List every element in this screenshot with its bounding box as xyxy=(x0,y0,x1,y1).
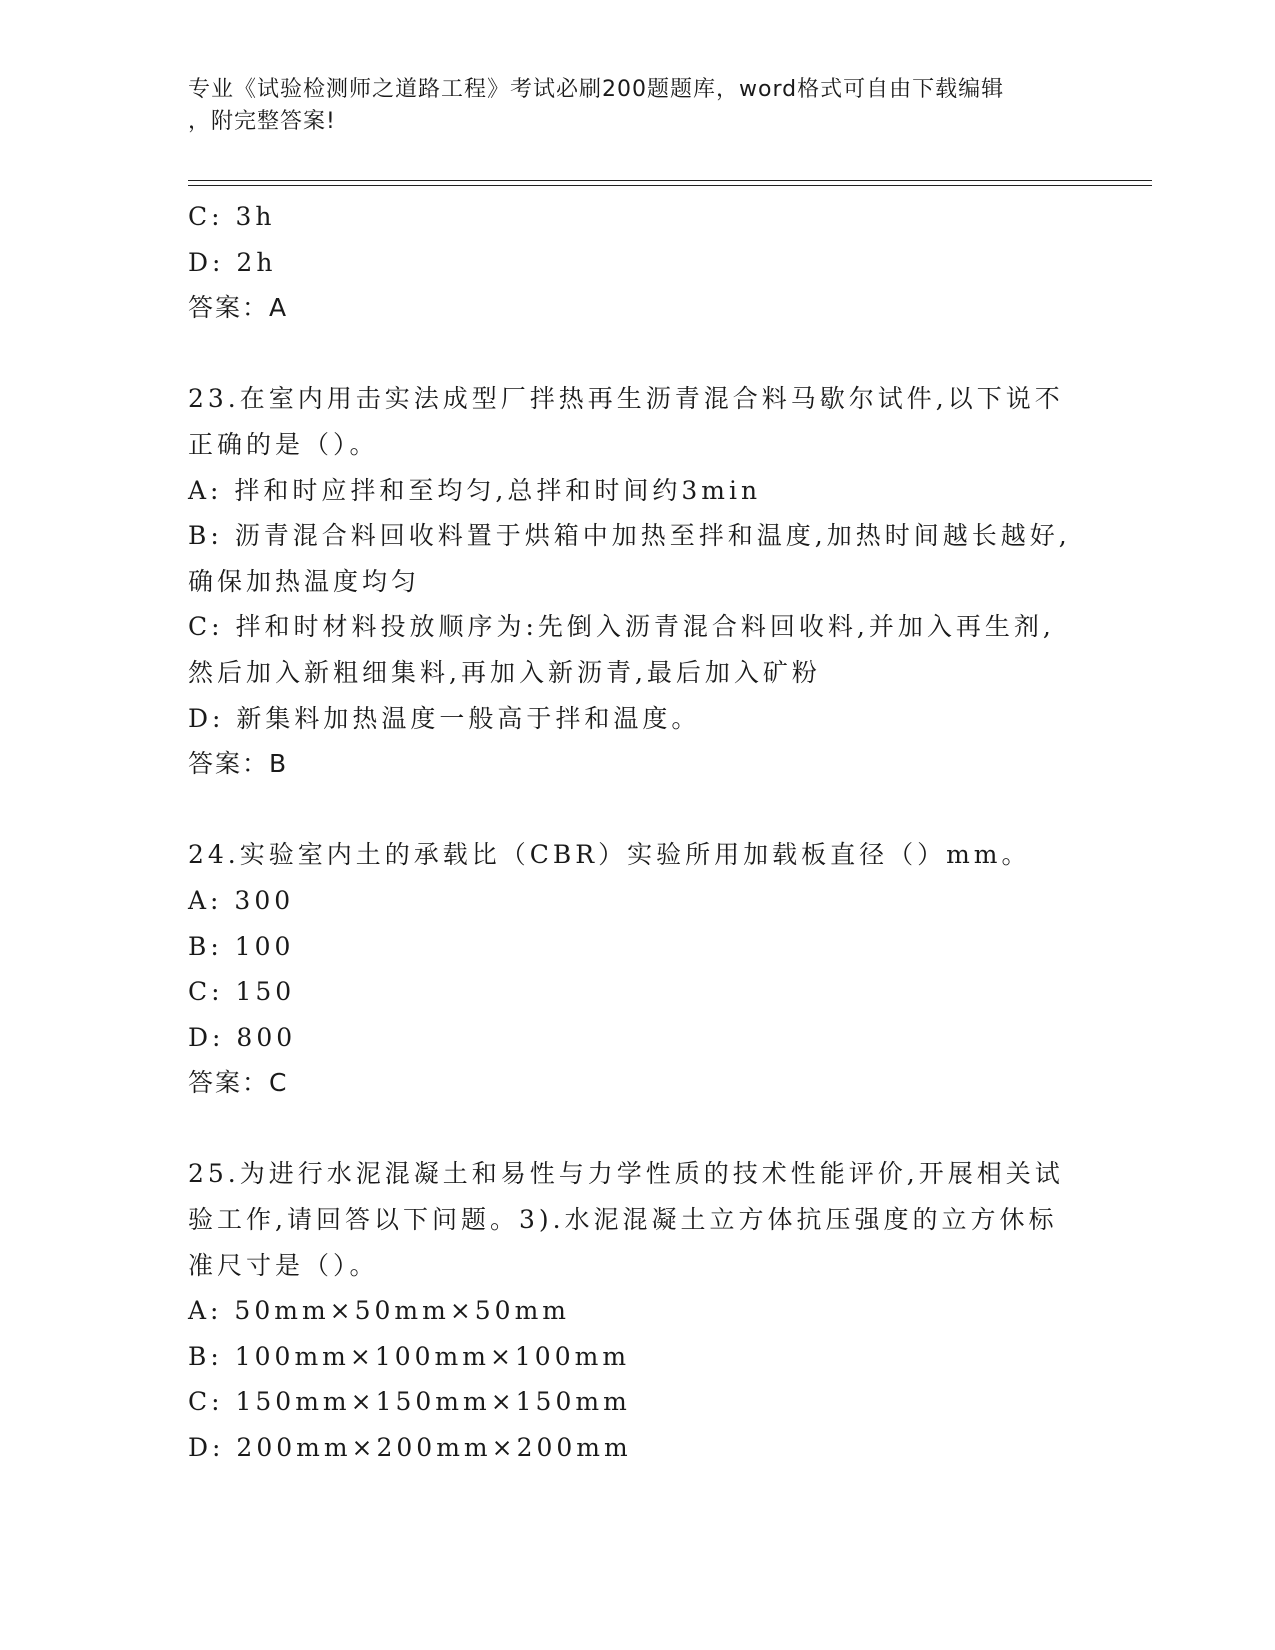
question-22 xyxy=(188,194,1108,331)
q25-stem-line-1: 25.为进行水泥混凝土和易性与力学性质的技术性能评价,开展相关试 xyxy=(188,1159,1064,1189)
question-list xyxy=(188,194,1108,1471)
q24-option-c: C: 150 xyxy=(188,977,296,1007)
q23-option-c-line-1: C: 拌和时材料投放顺序为:先倒入沥青混合料回收料,并加入再生剂, xyxy=(188,612,1055,642)
q24-stem: 24.实验室内土的承载比（CBR）实验所用加载板直径（）mm。 xyxy=(188,840,1031,870)
q25-option-a: A: 50mm×50mm×50mm xyxy=(188,1296,570,1326)
q25-option-b: B: 100mm×100mm×100mm xyxy=(188,1341,631,1371)
q23-option-d: D: 新集料加热温度一般高于拌和温度。 xyxy=(188,703,701,733)
spacer xyxy=(188,331,1108,377)
spacer xyxy=(188,787,1108,833)
question-25 xyxy=(188,1151,1108,1470)
question-24 xyxy=(188,832,1108,1106)
q24-answer: 答案：C xyxy=(188,1068,289,1098)
q23-stem-line-2: 正确的是（）。 xyxy=(188,429,379,459)
q25-stem-line-3: 准尺寸是（）。 xyxy=(188,1250,379,1280)
header-divider-bottom xyxy=(188,185,1152,186)
q22-option-d: D: 2h xyxy=(188,247,277,277)
q25-stem-line-2: 验工作,请回答以下问题。3).水泥混凝土立方体抗压强度的立方休标 xyxy=(188,1205,1058,1235)
spacer xyxy=(188,1106,1108,1152)
q23-option-c-line-2: 然后加入新粗细集料,再加入新沥青,最后加入矿粉 xyxy=(188,657,821,687)
header-line-2: ，附完整答案! xyxy=(188,109,336,134)
header-line-1: 专业《试验检测师之道路工程》考试必刷200题题库，word格式可自由下载编辑 xyxy=(188,77,1005,102)
q23-option-b-line-2: 确保加热温度均匀 xyxy=(188,566,421,596)
q24-option-d: D: 800 xyxy=(188,1022,297,1052)
q25-option-d: D: 200mm×200mm×200mm xyxy=(188,1433,632,1463)
q23-option-a: A: 拌和时应拌和至均匀,总拌和时间约3min xyxy=(188,475,762,505)
q22-option-c: C: 3h xyxy=(188,202,276,231)
q23-option-b-line-1: B: 沥青混合料回收料置于烘箱中加热至拌和温度,加热时间越长越好, xyxy=(188,521,1071,551)
q23-answer: 答案：B xyxy=(188,749,289,779)
q24-option-a: A: 300 xyxy=(188,885,295,915)
header-divider-top xyxy=(188,180,1152,181)
q22-answer: 答案：A xyxy=(188,293,289,323)
question-23 xyxy=(188,376,1108,786)
document-header xyxy=(188,74,1088,138)
q25-option-c: C: 150mm×150mm×150mm xyxy=(188,1387,631,1417)
q24-option-b: B: 100 xyxy=(188,931,295,961)
q23-stem-line-1: 23.在室内用击实法成型厂拌热再生沥青混合料马歇尔试件,以下说不 xyxy=(188,384,1064,414)
